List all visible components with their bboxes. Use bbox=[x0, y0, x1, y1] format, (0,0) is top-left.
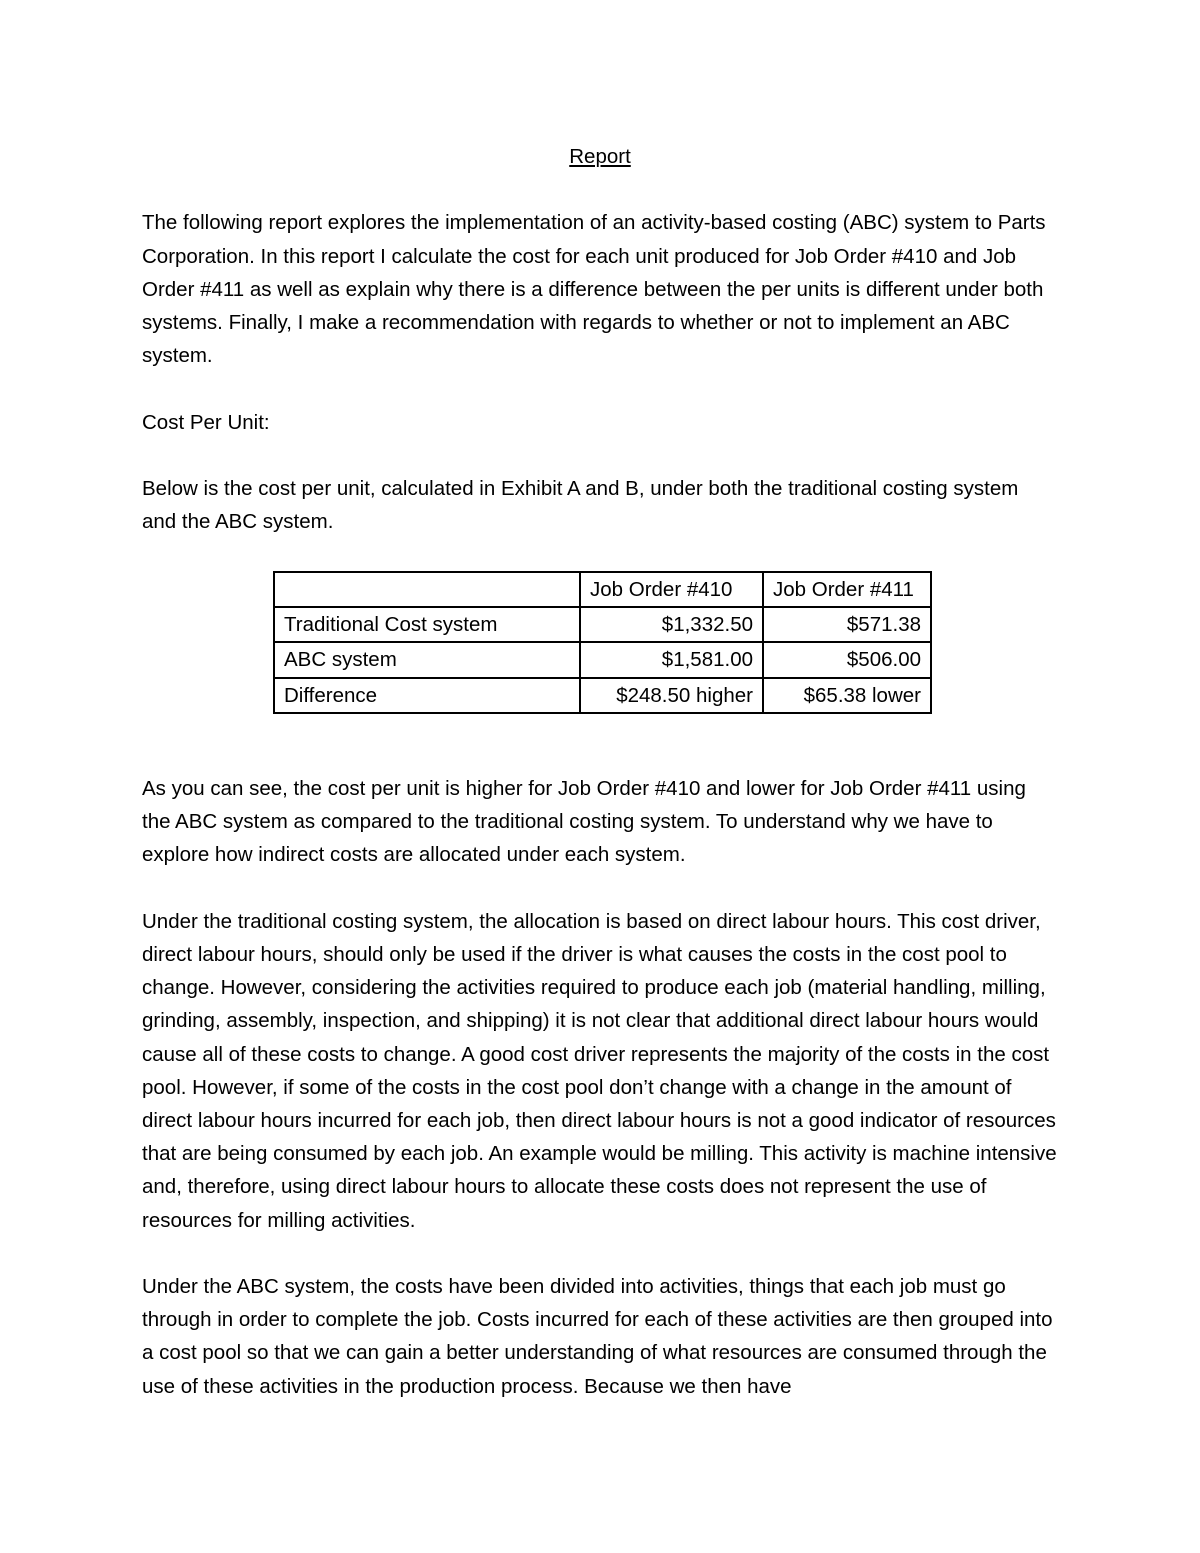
report-title: Report bbox=[569, 145, 631, 168]
table-header-cell: Job Order #410 bbox=[580, 572, 763, 607]
body-text bbox=[142, 772, 1058, 1403]
cost-per-unit-table bbox=[273, 571, 932, 714]
abc-system-paragraph: Under the ABC system, the costs have been divided into activities, things that each job must go through in order to complete the job. Costs incurred for each of these activities are then grouped into a cost pool so that we can gain a better understanding of what resources are consumed through the use of these activities in the production process. Because we then have bbox=[142, 1275, 1053, 1398]
table-header-row bbox=[274, 572, 931, 607]
spacer bbox=[142, 439, 1058, 472]
table-row-label: ABC system bbox=[274, 642, 580, 677]
spacer bbox=[142, 872, 1058, 905]
table-cell: $1,581.00 bbox=[580, 642, 763, 677]
table-cell: $65.38 lower bbox=[763, 678, 931, 713]
traditional-costing-paragraph: Under the traditional costing system, the allocation is based on direct labour hours. This cost driver, direct labour hours, should only be used if the driver is what causes the costs in the cost pool to change. However, considering the activities required to produce each job (material handling, milling, grinding, assembly, inspection, and shipping) it is not clear that additional direct labour hours would cause all of these costs to change. A good cost driver represents the majority of the costs in the cost pool. However, if some of the costs in the cost pool don’t change with a change in the amount of direct labour hours incurred for each job, then direct labour hours is not a good indicator of resources that are being consumed by each job. An example would be milling. This activity is machine intensive and, therefore, using direct labour hours to allocate these costs does not represent the use of resources for milling activities. bbox=[142, 909, 1057, 1232]
table-cell: $571.38 bbox=[763, 607, 931, 642]
table-row-label: Traditional Cost system bbox=[274, 607, 580, 642]
table-header-cell: Job Order #411 bbox=[763, 572, 931, 607]
table-cell: $506.00 bbox=[763, 642, 931, 677]
intro-paragraph: The following report explores the implementation of an activity-based costing (ABC) system to Parts Corporation. In this report I calculate the cost for each unit produced for Job Order #410 and Job Order #411 as well as explain why there is a difference between the per units is different under both systems. Finally, I make a recommendation with regards to whether or not to implement an ABC system. bbox=[142, 211, 1046, 368]
table-cell: $248.50 higher bbox=[580, 678, 763, 713]
section-heading: Cost Per Unit: bbox=[142, 410, 270, 434]
table-row bbox=[274, 607, 931, 642]
document-page bbox=[142, 140, 1058, 1398]
table-header-cell bbox=[274, 572, 580, 607]
table-row bbox=[274, 642, 931, 677]
table-cell: $1,332.50 bbox=[580, 607, 763, 642]
spacer bbox=[142, 173, 1058, 206]
table-row-label: Difference bbox=[274, 678, 580, 713]
table-row bbox=[274, 678, 931, 713]
spacer bbox=[142, 1237, 1058, 1270]
comparison-paragraph: As you can see, the cost per unit is higher for Job Order #410 and lower for Job Order #411 using the ABC system as compared to the traditional costing system. To understand why we have to explore how indirect costs are allocated under each system. bbox=[142, 777, 1026, 867]
spacer bbox=[142, 372, 1058, 405]
lead-in-paragraph: Below is the cost per unit, calculated in Exhibit A and B, under both the traditional costing system and the ABC system. bbox=[142, 476, 1019, 534]
